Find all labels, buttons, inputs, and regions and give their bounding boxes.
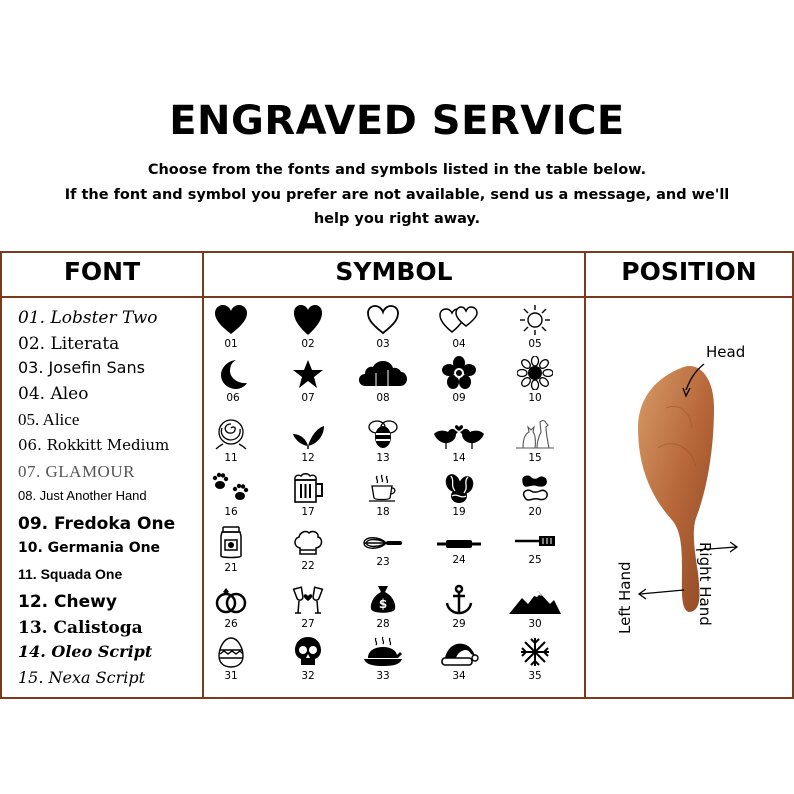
rolling-pin-icon <box>436 536 482 552</box>
symbol-27[interactable] <box>278 584 338 630</box>
symbol-number: 26 <box>224 618 238 630</box>
symbol-number: 33 <box>376 670 390 682</box>
symbol-13[interactable] <box>353 418 413 464</box>
header-position: POSITION <box>621 257 757 286</box>
symbol-35[interactable] <box>505 636 565 682</box>
font-item[interactable]: 11. Squada One <box>18 566 123 582</box>
symbol-20[interactable] <box>505 474 565 518</box>
symbol-number: 08 <box>376 392 390 404</box>
font-item[interactable]: 08. Just Another Hand <box>18 488 147 503</box>
symbol-number: 20 <box>528 506 542 518</box>
symbol-number: 22 <box>301 560 315 572</box>
chef-hat-icon <box>291 528 325 558</box>
whisk-icon <box>362 532 404 554</box>
symbol-06[interactable] <box>203 358 263 404</box>
symbol-number: 12 <box>301 452 315 464</box>
symbol-number: 10 <box>528 392 542 404</box>
symbol-number: 15 <box>528 452 542 464</box>
mountains-icon <box>508 588 562 616</box>
symbol-16[interactable] <box>201 472 261 518</box>
symbol-04[interactable] <box>429 304 489 350</box>
symbol-number: 18 <box>376 506 390 518</box>
position-right-hand-label: Right Hand <box>696 542 714 626</box>
beer-mug-icon <box>290 472 326 504</box>
symbol-29[interactable] <box>429 584 489 630</box>
position-left-hand-label: Left Hand <box>616 561 634 634</box>
font-item[interactable]: 05. Alice <box>18 410 80 429</box>
sunflower-icon <box>517 356 553 390</box>
font-item[interactable]: 13. Calistoga <box>18 618 143 638</box>
star-icon <box>292 358 324 390</box>
symbol-14[interactable] <box>429 418 489 464</box>
santa-hat-icon <box>439 640 479 668</box>
symbol-10[interactable] <box>505 356 565 404</box>
cloud-icon <box>358 358 408 390</box>
position-head-label: Head <box>706 343 746 361</box>
symbol-number: 05 <box>528 338 542 350</box>
symbol-number: 09 <box>452 392 466 404</box>
symbol-number: 14 <box>452 452 466 464</box>
symbol-08[interactable] <box>353 358 413 404</box>
symbol-number: 29 <box>452 618 466 630</box>
symbol-number: 31 <box>224 670 238 682</box>
peanuts-icon <box>519 474 551 504</box>
coffee-beans-icon <box>442 472 476 504</box>
symbol-34[interactable] <box>429 640 489 682</box>
symbol-15[interactable] <box>505 416 565 464</box>
font-item[interactable]: 02. Literata <box>18 334 120 354</box>
toast-glasses-icon <box>290 584 326 616</box>
symbol-number: 27 <box>301 618 315 630</box>
font-item[interactable]: 09. Fredoka One <box>18 514 176 534</box>
page-title: ENGRAVED SERVICE <box>169 98 625 144</box>
symbol-number: 21 <box>224 562 238 574</box>
symbol-19[interactable] <box>429 472 489 518</box>
font-item[interactable]: 03. Josefin Sans <box>18 358 145 377</box>
subtitle-line-3: help you right away. <box>313 211 481 227</box>
bee-icon <box>366 418 400 450</box>
symbol-33[interactable] <box>353 636 413 682</box>
symbol-02[interactable] <box>278 304 338 350</box>
anchor-icon <box>443 584 475 616</box>
roast-turkey-icon <box>362 636 404 668</box>
moon-icon <box>218 358 248 390</box>
font-item[interactable]: 10. Germania One <box>18 540 161 556</box>
svg-text:$: $ <box>378 597 388 611</box>
symbol-24[interactable] <box>429 536 489 566</box>
symbol-number: 06 <box>226 392 240 404</box>
font-item[interactable]: 15. Nexa Script <box>18 668 146 687</box>
rose-icon <box>213 418 249 450</box>
symbol-26[interactable] <box>201 584 261 630</box>
symbol-11[interactable] <box>201 418 261 464</box>
love-birds-icon <box>430 418 488 450</box>
symbol-number: 13 <box>376 452 390 464</box>
symbol-28[interactable] <box>353 584 413 630</box>
subtitle-line-2: If the font and symbol you prefer are not available, send us a message, and we'll <box>64 187 730 203</box>
symbol-number: 28 <box>376 618 390 630</box>
symbol-number: 11 <box>224 452 238 464</box>
symbol-number: 35 <box>528 670 542 682</box>
symbol-number: 23 <box>376 556 390 568</box>
font-item[interactable]: 14. Oleo Script <box>18 642 153 661</box>
subtitle-line-1: Choose from the fonts and symbols listed in the table below. <box>147 162 647 178</box>
spatula-icon <box>513 530 557 552</box>
symbol-number: 17 <box>301 506 315 518</box>
symbol-number: 30 <box>528 618 542 630</box>
symbol-30[interactable] <box>505 588 565 630</box>
symbol-number: 24 <box>452 554 466 566</box>
font-item[interactable]: 04. Aleo <box>18 384 89 404</box>
symbol-25[interactable] <box>505 530 565 566</box>
symbol-05[interactable] <box>505 304 565 350</box>
symbol-09[interactable] <box>429 356 489 404</box>
symbol-number: 07 <box>301 392 315 404</box>
heart-outline-icon <box>366 304 400 336</box>
symbol-number: 16 <box>224 506 238 518</box>
coffee-cup-icon <box>367 474 399 504</box>
wooden-spoon-illustration <box>586 298 792 696</box>
symbol-31[interactable] <box>201 636 261 682</box>
symbol-18[interactable] <box>353 474 413 518</box>
symbol-number: 32 <box>301 670 315 682</box>
left-hand-arrow-icon <box>640 590 684 594</box>
font-item[interactable]: 12. Chewy <box>18 592 117 612</box>
symbol-07[interactable] <box>278 358 338 404</box>
symbol-number: 19 <box>452 506 466 518</box>
symbol-number: 04 <box>452 338 466 350</box>
header-symbol: SYMBOL <box>335 257 453 286</box>
symbol-32[interactable] <box>278 636 338 682</box>
cat-dog-icon <box>515 416 555 450</box>
money-bag-icon <box>367 584 399 616</box>
font-item[interactable]: 01. Lobster Two <box>18 308 158 328</box>
flower-icon <box>442 356 476 390</box>
heart-solid-icon <box>293 304 323 336</box>
font-item[interactable]: 07. GLAMOUR <box>18 462 135 481</box>
jam-jar-icon <box>216 526 246 560</box>
symbol-number: 25 <box>528 554 542 566</box>
symbol-03[interactable] <box>353 304 413 350</box>
symbol-22[interactable] <box>278 528 338 572</box>
symbol-number: 01 <box>224 338 238 350</box>
symbol-12[interactable] <box>278 418 338 464</box>
symbol-23[interactable] <box>353 532 413 568</box>
font-item[interactable]: 06. Rokkitt Medium <box>18 436 170 454</box>
rings-icon <box>213 584 249 616</box>
skull-icon <box>293 636 323 668</box>
snowflake-icon <box>519 636 551 668</box>
leaves-icon <box>291 418 325 450</box>
two-hearts-icon <box>439 304 479 336</box>
paw-prints-icon <box>210 472 252 504</box>
easter-egg-icon <box>217 636 245 668</box>
symbol-21[interactable] <box>201 526 261 574</box>
sun-icon <box>518 304 552 336</box>
symbol-01[interactable] <box>201 304 261 350</box>
symbol-number: 02 <box>301 338 315 350</box>
symbol-number: 34 <box>452 670 466 682</box>
header-font: FONT <box>63 257 141 286</box>
heart-solid-icon <box>214 304 248 336</box>
symbol-number: 03 <box>376 338 390 350</box>
symbol-17[interactable] <box>278 472 338 518</box>
